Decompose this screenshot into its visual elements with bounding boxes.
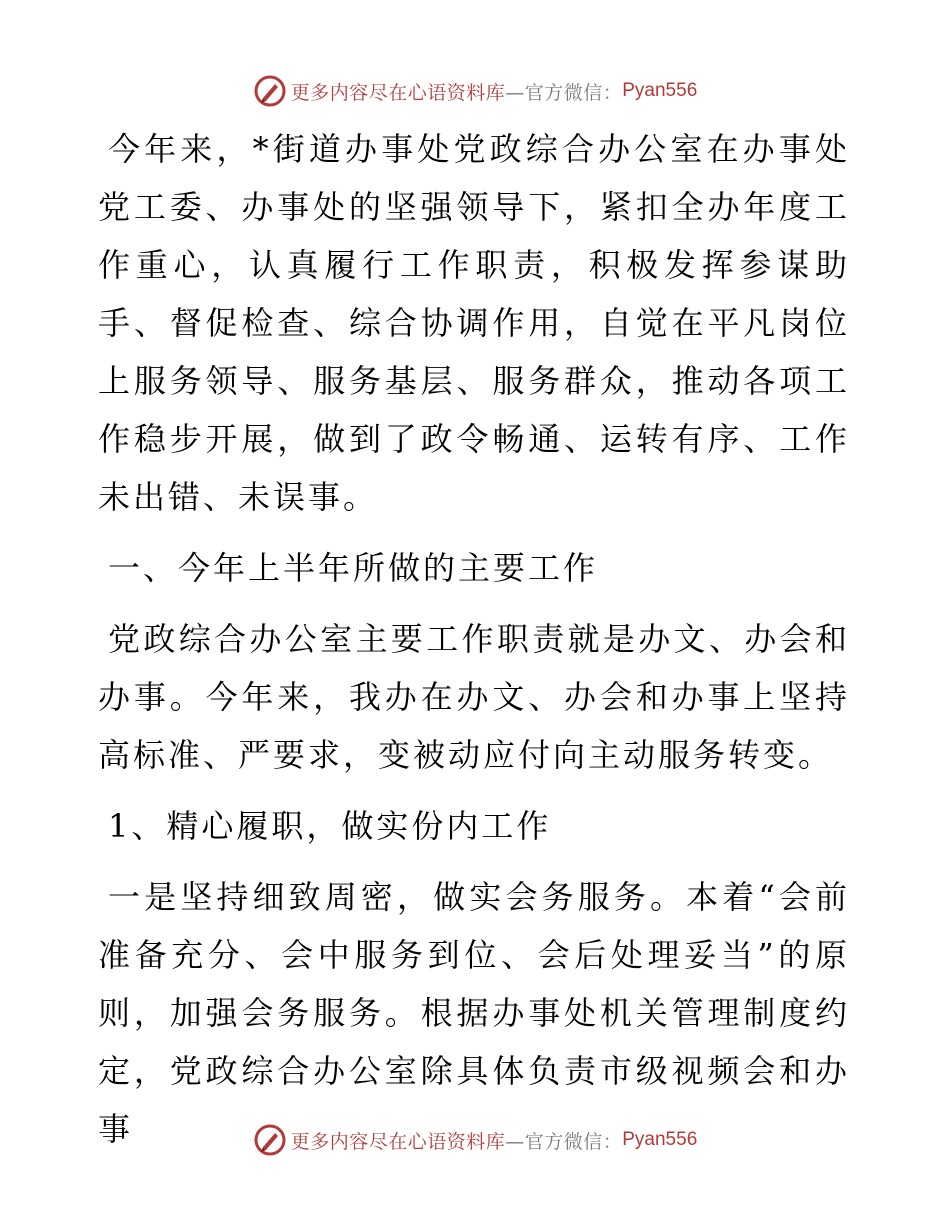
- meeting-service-paragraph: 一是坚持细致周密，做实会务服务。本着“会前准备充分、会中服务到位、会后处理妥当”的原则，加强会务服务。根据办事处机关管理制度约定，党政综合办公室除具体负责市级视频会和办事: [98, 878, 850, 1148]
- footer-promo-wechat-id: Pyan556: [622, 1129, 698, 1150]
- header-promo-banner: [0, 71, 950, 111]
- header-promo-wechat-id: Pyan556: [622, 80, 698, 101]
- document-body: [98, 120, 850, 1158]
- subsection-heading-1: 1、精心履职，做实份内工作: [108, 807, 552, 845]
- pen-circle-logo-icon: [253, 1123, 287, 1157]
- footer-promo-banner: [0, 1120, 950, 1160]
- section-heading-1: 一、今年上半年所做的主要工作: [108, 549, 599, 587]
- pen-circle-logo-icon: [253, 74, 287, 108]
- footer-promo-wechat-label: —官方微信：: [505, 1130, 623, 1153]
- intro-paragraph: 今年来，*街道办事处党政综合办公室在办事处党工委、办事处的坚强领导下，紧扣全办年度工作重心，认真履行工作职责，积极发挥参谋助手、督促检查、综合协调作用，自觉在平凡岗位上服务领导、服务基层、服务群众，推动各项工作稳步开展，做到了政令畅通、运转有序、工作未出错、未误事。: [98, 130, 850, 516]
- duties-paragraph: 党政综合办公室主要工作职责就是办文、办会和办事。今年来，我办在办文、办会和办事上坚持高标准、严要求，变被动应付向主动服务转变。: [98, 620, 850, 774]
- header-promo-wechat-label: —官方微信：: [505, 81, 623, 104]
- header-promo-text: 更多内容尽在心语资料库: [290, 81, 506, 104]
- footer-promo-text: 更多内容尽在心语资料库: [290, 1130, 506, 1153]
